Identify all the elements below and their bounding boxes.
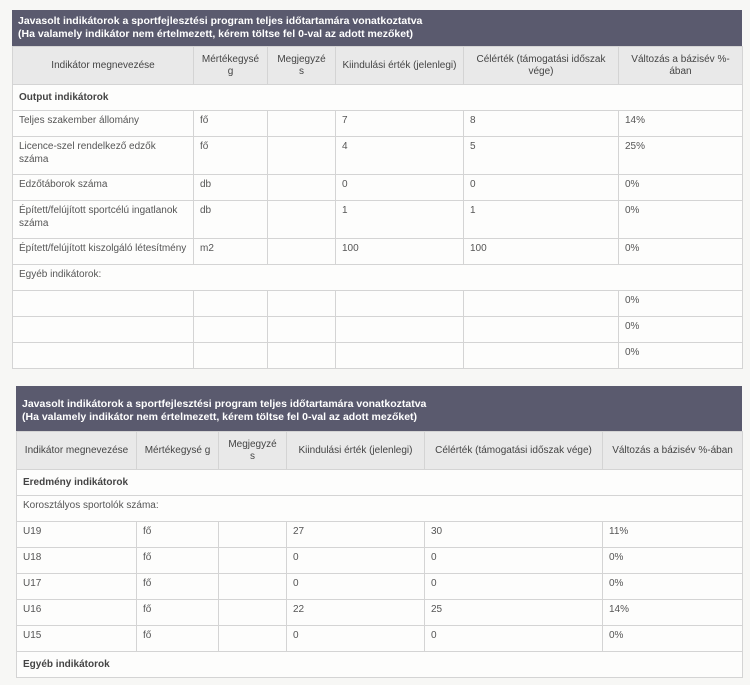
- target-value-cell[interactable]: 25: [425, 600, 603, 626]
- start-value-cell[interactable]: [336, 291, 464, 317]
- unit-cell[interactable]: fő: [137, 626, 219, 652]
- note-cell[interactable]: [268, 175, 336, 201]
- table-header-banner: [12, 10, 742, 46]
- col-note: Megjegyzé s: [268, 47, 336, 85]
- unit-cell[interactable]: fő: [137, 548, 219, 574]
- table-row: [13, 111, 743, 137]
- change-cell: 0%: [619, 343, 743, 369]
- col-target-value: Célérték (támogatási időszak vége): [425, 432, 603, 470]
- column-header-row: [13, 47, 743, 85]
- col-indicator-name: Indikátor megnevezése: [17, 432, 137, 470]
- indicator-name[interactable]: U16: [17, 600, 137, 626]
- unit-cell[interactable]: fő: [194, 111, 268, 137]
- table-row: [13, 137, 743, 175]
- section-row: [17, 470, 743, 496]
- change-cell: 14%: [603, 600, 743, 626]
- col-start-value: Kiindulási érték (jelenlegi): [336, 47, 464, 85]
- start-value-cell[interactable]: [336, 343, 464, 369]
- start-value-cell[interactable]: [336, 317, 464, 343]
- note-cell[interactable]: [268, 201, 336, 239]
- indicator-name[interactable]: U18: [17, 548, 137, 574]
- unit-cell[interactable]: fő: [194, 137, 268, 175]
- start-value-cell[interactable]: 100: [336, 239, 464, 265]
- table-row: [17, 600, 743, 626]
- section-title: Output indikátorok: [13, 85, 743, 111]
- table-row: [13, 317, 743, 343]
- indicator-name[interactable]: U17: [17, 574, 137, 600]
- indicator-name[interactable]: Edzőtáborok száma: [13, 175, 194, 201]
- target-value-cell[interactable]: 30: [425, 522, 603, 548]
- other-indicators-row: [17, 652, 743, 678]
- header-title: Javasolt indikátorok a sportfejlesztési program teljes időtartamára vonatkoztatva: [18, 15, 423, 27]
- note-cell[interactable]: [219, 600, 287, 626]
- indicator-name[interactable]: Licence-szel rendelkező edzők száma: [13, 137, 194, 175]
- change-cell: 25%: [619, 137, 743, 175]
- target-value-cell[interactable]: 5: [464, 137, 619, 175]
- start-value-cell[interactable]: 4: [336, 137, 464, 175]
- note-cell[interactable]: [219, 626, 287, 652]
- header-title: Javasolt indikátorok a sportfejlesztési program teljes időtartamára vonatkoztatva: [22, 398, 427, 410]
- indicator-name[interactable]: [13, 343, 194, 369]
- note-cell[interactable]: [219, 522, 287, 548]
- change-cell: 0%: [603, 548, 743, 574]
- section-row: [13, 85, 743, 111]
- unit-cell[interactable]: db: [194, 201, 268, 239]
- section-title: Eredmény indikátorok: [17, 470, 743, 496]
- note-cell[interactable]: [219, 574, 287, 600]
- column-header-row: [17, 432, 743, 470]
- col-start-value: Kiindulási érték (jelenlegi): [287, 432, 425, 470]
- subheading-row: [17, 496, 743, 522]
- col-unit: Mértékegysé g: [194, 47, 268, 85]
- start-value-cell[interactable]: 0: [336, 175, 464, 201]
- col-target-value: Célérték (támogatási időszak vége): [464, 47, 619, 85]
- table-row: [17, 626, 743, 652]
- header-instruction: (Ha valamely indikátor nem értelmezett, kérem töltse fel 0-val az adott mezőket): [18, 28, 414, 40]
- unit-cell[interactable]: [194, 291, 268, 317]
- subheading: Korosztályos sportolók száma:: [17, 496, 743, 522]
- indicator-name[interactable]: Épített/felújított kiszolgáló létesítmény: [13, 239, 194, 265]
- indicator-name[interactable]: Teljes szakember állomány: [13, 111, 194, 137]
- change-cell: 0%: [619, 175, 743, 201]
- target-value-cell[interactable]: 8: [464, 111, 619, 137]
- other-indicators-row: [13, 265, 743, 291]
- other-indicators-label: Egyéb indikátorok: [17, 652, 743, 678]
- start-value-cell[interactable]: 1: [336, 201, 464, 239]
- note-cell[interactable]: [268, 291, 336, 317]
- start-value-cell[interactable]: 7: [336, 111, 464, 137]
- change-cell: 0%: [619, 291, 743, 317]
- start-value-cell[interactable]: 0: [287, 626, 425, 652]
- target-value-cell[interactable]: 0: [425, 548, 603, 574]
- indicator-name[interactable]: [13, 291, 194, 317]
- unit-cell[interactable]: [194, 343, 268, 369]
- change-cell: 0%: [619, 239, 743, 265]
- target-value-cell[interactable]: 0: [425, 626, 603, 652]
- start-value-cell[interactable]: 27: [287, 522, 425, 548]
- indicator-name[interactable]: U15: [17, 626, 137, 652]
- change-cell: 0%: [619, 317, 743, 343]
- col-indicator-name: Indikátor megnevezése: [13, 47, 194, 85]
- target-value-cell[interactable]: [464, 343, 619, 369]
- note-cell[interactable]: [268, 317, 336, 343]
- note-cell[interactable]: [268, 343, 336, 369]
- result-indicator-table: [16, 431, 743, 678]
- unit-cell[interactable]: fő: [137, 574, 219, 600]
- table-row: [17, 522, 743, 548]
- target-value-cell[interactable]: 0: [464, 175, 619, 201]
- indicator-name[interactable]: U19: [17, 522, 137, 548]
- table-row: [17, 548, 743, 574]
- indicator-table-result: [16, 386, 742, 678]
- change-cell: 0%: [619, 201, 743, 239]
- unit-cell[interactable]: m2: [194, 239, 268, 265]
- start-value-cell[interactable]: 0: [287, 574, 425, 600]
- table-header-banner: [16, 386, 742, 431]
- indicator-name[interactable]: [13, 317, 194, 343]
- target-value-cell[interactable]: 1: [464, 201, 619, 239]
- change-cell: 0%: [603, 574, 743, 600]
- change-cell: 14%: [619, 111, 743, 137]
- target-value-cell[interactable]: 100: [464, 239, 619, 265]
- change-cell: 11%: [603, 522, 743, 548]
- unit-cell[interactable]: fő: [137, 600, 219, 626]
- change-cell: 0%: [603, 626, 743, 652]
- table-row: [17, 574, 743, 600]
- indicator-table-output: [12, 10, 742, 369]
- target-value-cell[interactable]: 0: [425, 574, 603, 600]
- note-cell[interactable]: [268, 239, 336, 265]
- note-cell[interactable]: [268, 137, 336, 175]
- table-row: [13, 175, 743, 201]
- table-row: [13, 239, 743, 265]
- col-unit: Mértékegysé g: [137, 432, 219, 470]
- note-cell[interactable]: [219, 548, 287, 574]
- col-change-percent: Változás a bázisév %-ában: [619, 47, 743, 85]
- col-change-percent: Változás a bázisév %-ában: [603, 432, 743, 470]
- note-cell[interactable]: [268, 111, 336, 137]
- unit-cell[interactable]: fő: [137, 522, 219, 548]
- target-value-cell[interactable]: [464, 291, 619, 317]
- unit-cell[interactable]: db: [194, 175, 268, 201]
- table-row: [13, 343, 743, 369]
- table-row: [13, 201, 743, 239]
- target-value-cell[interactable]: [464, 317, 619, 343]
- indicator-name[interactable]: Épített/felújított sportcélú ingatlanok száma: [13, 201, 194, 239]
- col-note: Megjegyzé s: [219, 432, 287, 470]
- start-value-cell[interactable]: 0: [287, 548, 425, 574]
- unit-cell[interactable]: [194, 317, 268, 343]
- other-indicators-label: Egyéb indikátorok:: [13, 265, 743, 291]
- output-indicator-table: [12, 46, 743, 369]
- table-row: [13, 291, 743, 317]
- start-value-cell[interactable]: 22: [287, 600, 425, 626]
- header-instruction: (Ha valamely indikátor nem értelmezett, kérem töltse fel 0-val az adott mezőket): [22, 411, 418, 423]
